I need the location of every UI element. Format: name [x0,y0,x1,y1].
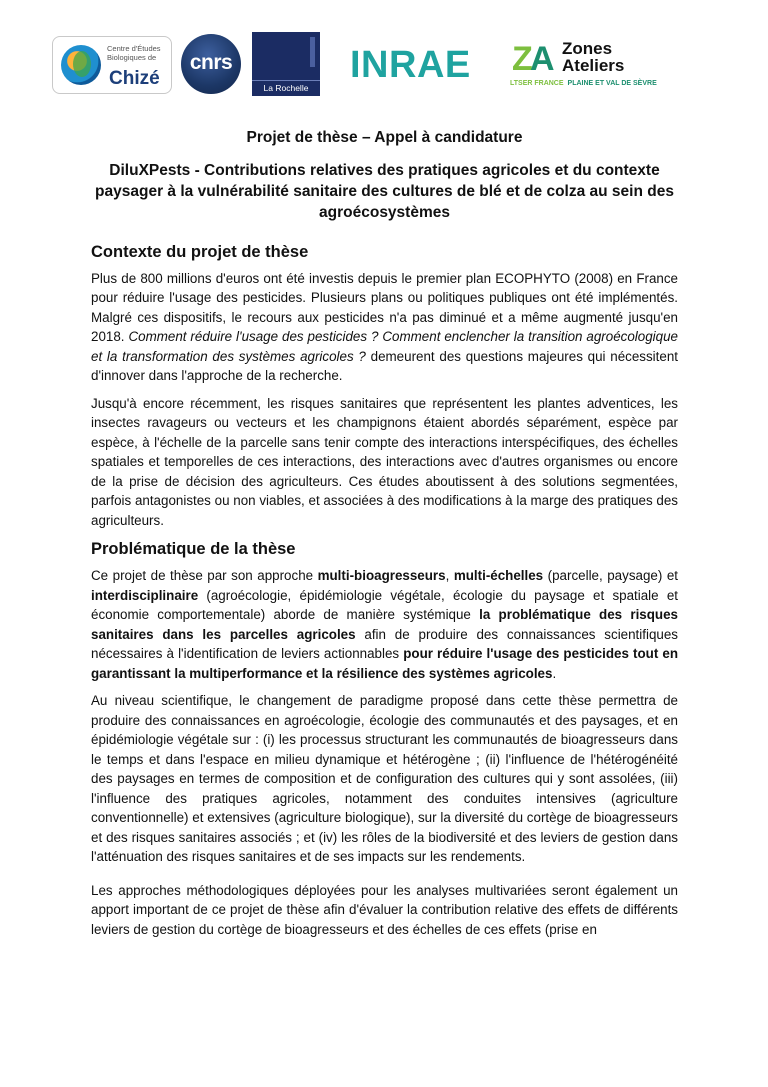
zones-ateliers-subtitle [510,80,657,87]
chize-logo [52,36,172,94]
zones-ateliers-logo [510,40,670,90]
chize-logo-small-text: Centre d'Études Biologiques de [107,44,161,62]
italic-questions: Comment réduire l'usage des pesticides ? Comment enclencher la transition agroécologique et la transformation des systèmes agricoles ? [91,329,678,364]
document-title: Projet de thèse – Appel à candidature [246,129,523,146]
paragraph-contexte-2: Jusqu'à encore récemment, les risques sanitaires que représentent les plantes adventices, les insectes ravageurs ou vecteurs et les champignons étaient abordés séparément, espèce par espèce, à l'échelle de la parcelle sans tenir compte des interactions interspécifiques, des échelles spatiales et temporelles de ces interactions, des interactions avec d'autres organismes ou encore de la prise de décision des agriculteurs. Ces études aboutissent à des solutions segmentées, parfois antagonistes ou non viables, et associées à des modifications à la marge des pratiques des agriculteurs. [91,395,678,528]
section-heading-problematique: Problématique de la thèse [91,540,296,558]
paragraph-problematique-1: Ce projet de thèse par son approche multi-bioagresseurs, multi-échelles (parcelle, paysage) et interdisciplinaire (agroécologie, épidémiologie végétale, écologie du paysage et spatiale et économie comportementale) aborde de manière systémique la problématique des risques sanitaires dans les parcelles agricoles afin de produire des connaissances scientifiques nécessaires à l'identification de leviers actionnables pour réduire l'usage des pesticides tout en garantissant la multiperformance et la résilience des systèmes agricoles. [91,568,679,681]
rochelle-mark-icon [310,37,315,67]
paragraph-contexte-1: Plus de 800 millions d'euros ont été investis depuis le premier plan ECOPHYTO (2008) en France pour réduire l'usage des pesticides. Plusieurs plans ou politiques publiques ont été implémentés. Malgré ces dispositifs, le recours aux pesticides n'a pas diminué et a même augmenté jusqu'en 2018. Comment réduire l'usage des pesticides ? Comment enclencher la transition agroécologique et la transformation des systèmes agricoles ? demeurent des questions majeures qui nécessitent d'innover dans l'approche de la recherche. [91,270,678,383]
logo-bar [50,30,670,100]
universite-la-rochelle-logo [252,32,320,96]
za-sub-site: PLAINE ET VAL DE SÈVRE [567,80,657,87]
chize-logo-name: Chizé [109,68,160,89]
rochelle-logo-text: La Rochelle [263,83,309,93]
inrae-logo: INRAE [350,44,471,86]
section-heading-contexte: Contexte du projet de thèse [91,242,309,261]
paragraph-problematique-2: Au niveau scientifique, le changement de paradigme proposé dans cette thèse permettra de produire des connaissances en agroécologie, écologie des communautés et des paysages, et en épidémiologie végétale sur : (i) les processus structurant les communautés de bioagresseurs dans le temps et dans l'espace en milieu dynamique et hétérogène ; (ii) l'influence de l'hétérogénéité des paysages en termes de composition et de configuration des cultures qui y sont assolées, (iii) l'influence des pratiques agricoles, notamment des conduites intensives (agriculture conventionnelle) et extensives (agriculture biologique), sur la diversité du cortège de bioagresseurs et des risques sanitaires associés ; et (iv) les rôles de la biodiversité et des leviers de gestion dans l'atténuation des risques sanitaires et de ses impacts sur les rendements. [91,693,678,864]
document-body [91,128,678,947]
cnrs-logo [181,34,241,94]
za-sub-ltser: LTSER FRANCE [510,80,564,87]
za-mark-icon: Z A [512,40,555,78]
chize-emblem-icon [61,45,101,85]
document-subtitle: DiluXPests - Contributions relatives des pratiques agricoles et du contexte paysager à la vulnérabilité sanitaire des cultures de blé et de colza au sein des agroécosystèmes [95,161,674,221]
paragraph-problematique-3: Les approches méthodologiques déployées pour les analyses multivariées seront également un apport important de ce projet de thèse afin d'évaluer la contribution relative des effets de différents leviers de gestion du cortège de bioagresseurs et des échelles de ces effets (prise en [91,882,678,937]
zones-ateliers-title: Zones Ateliers [562,39,625,75]
rochelle-divider [252,80,320,81]
cnrs-logo-text: cnrs [189,51,233,74]
